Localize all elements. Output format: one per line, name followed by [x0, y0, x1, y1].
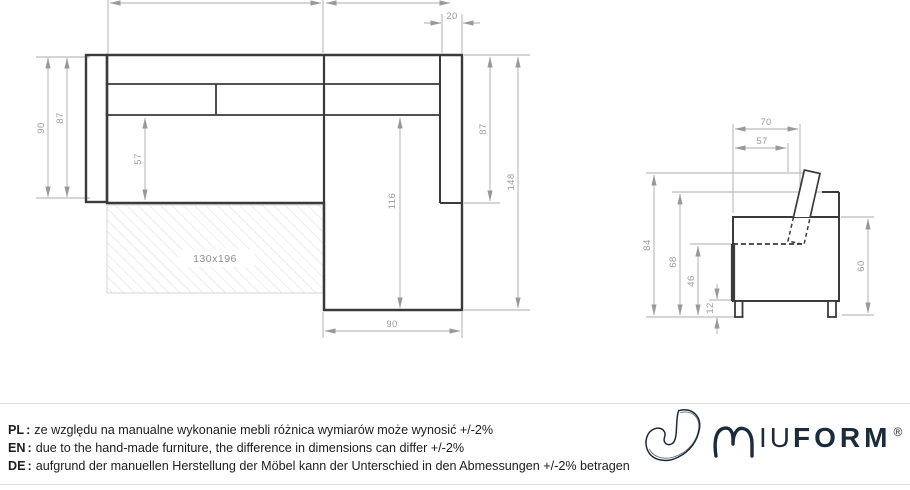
dim-side-depth-inner: 57	[756, 136, 768, 147]
miuform-logo	[641, 403, 902, 473]
note-de-text: aufgrund der manuellen Herstellung der Möbel kann der Unterschied in den Abmessungen +/-2% betragen	[35, 459, 630, 474]
note-de-lang: DE	[8, 459, 26, 474]
brand-m-glyph	[713, 418, 759, 458]
brand-wordmark-form: FORM	[793, 422, 892, 453]
dim-side-height-body: 60	[856, 260, 867, 272]
footer-bottom-divider	[0, 484, 910, 485]
note-en	[8, 439, 630, 457]
brand-wordmark-iu: IU	[759, 422, 793, 453]
note-de-sep: :	[27, 459, 32, 474]
note-de	[8, 457, 630, 475]
note-en-text: due to the hand-made furniture, the difference in dimensions can differ +/-2%	[35, 441, 465, 456]
dim-right-total-length: 148	[506, 173, 517, 191]
dim-seat-depth: 57	[133, 153, 144, 165]
dim-chaise-inner-length: 116	[387, 192, 398, 210]
note-pl-text: ze względu na manualne wykonanie mebli różnica wymiarów może wynosić +/-2%	[34, 423, 494, 437]
dim-arm-width: 20	[446, 11, 458, 22]
note-pl-lang: PL	[8, 423, 25, 437]
dim-side-height-total: 84	[642, 239, 653, 251]
plan-view	[36, 0, 530, 338]
dim-left-inner-depth: 87	[55, 112, 66, 124]
note-pl-sep: :	[26, 423, 31, 437]
dim-left-total-depth: 90	[36, 122, 47, 134]
front-leg	[735, 301, 743, 317]
dim-side-depth-outer: 70	[760, 117, 772, 128]
brand-bean-icon	[641, 406, 707, 470]
side-view	[642, 117, 874, 334]
registered-trademark-symbol: ®	[893, 425, 903, 439]
back-leg	[828, 301, 836, 317]
note-pl	[8, 421, 630, 439]
dim-side-height-seat: 46	[686, 275, 697, 287]
note-en-sep: :	[27, 441, 32, 456]
tolerance-notes	[8, 421, 630, 476]
dim-side-leg-height: 12	[705, 302, 716, 314]
dim-chaise-width: 90	[386, 319, 398, 330]
dim-side-height-backrest: 68	[668, 256, 679, 268]
sleeping-area-size-label: 130x196	[193, 253, 237, 265]
back-cushion-tilted	[794, 170, 821, 217]
note-en-lang: EN	[8, 441, 26, 456]
dim-right-arm-length: 87	[478, 123, 489, 135]
brand-wordmark	[759, 422, 902, 454]
sleeping-area-hatch	[107, 205, 323, 293]
